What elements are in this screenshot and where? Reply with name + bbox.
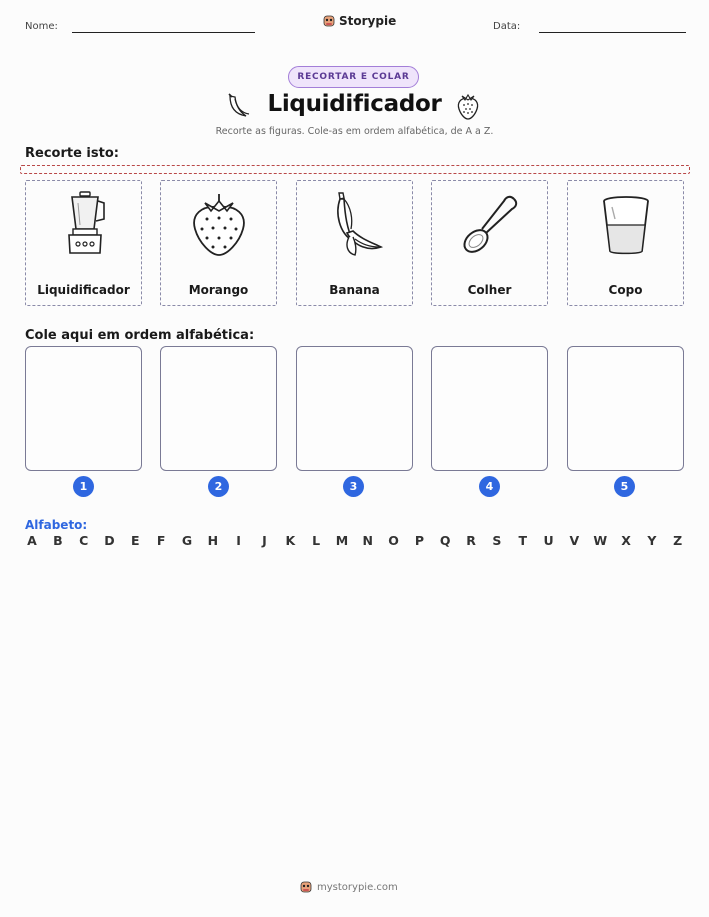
strawberry-icon: [189, 189, 249, 259]
paste-slot-5[interactable]: [567, 346, 684, 471]
card-label: Morango: [188, 283, 249, 297]
footer-link[interactable]: mystorypie.com: [317, 881, 398, 893]
storypie-mascot-icon: [323, 14, 335, 28]
slot-number: 2: [208, 476, 229, 497]
paste-slot-4[interactable]: [431, 346, 548, 471]
card-label: Colher: [467, 283, 512, 297]
alphabet-letter: Y: [647, 533, 657, 548]
alphabet-letter: H: [207, 533, 219, 548]
date-label: Data:: [493, 21, 521, 32]
spoon-icon: [460, 189, 520, 259]
paste-heading: Cole aqui em ordem alfabética:: [25, 328, 255, 343]
cut-line: [20, 165, 690, 174]
alphabet-letter: M: [335, 533, 349, 548]
cut-card-copo[interactable]: [567, 180, 684, 306]
page-title: Liquidificador: [267, 91, 442, 117]
alphabet-letter: X: [621, 533, 631, 548]
slot-number: 5: [614, 476, 635, 497]
brand-logo: [323, 14, 396, 28]
cut-card-banana[interactable]: [296, 180, 413, 306]
storypie-mascot-icon: [300, 880, 312, 894]
alphabet-heading: Alfabeto:: [25, 518, 88, 532]
activity-badge: RECORTAR E COLAR: [288, 66, 419, 88]
cut-heading: Recorte isto:: [25, 146, 119, 161]
cut-card-liquidificador[interactable]: [25, 180, 142, 306]
alphabet-letter: K: [285, 533, 296, 548]
alphabet-row: [25, 533, 685, 548]
slot-number: 1: [73, 476, 94, 497]
footer: [300, 880, 398, 894]
brand-name: Storypie: [339, 14, 397, 28]
card-label: Banana: [329, 283, 380, 297]
alphabet-letter: G: [181, 533, 193, 548]
alphabet-letter: U: [543, 533, 554, 548]
date-line[interactable]: [539, 32, 686, 33]
paste-slot-3[interactable]: [296, 346, 413, 471]
slot-number: 4: [479, 476, 500, 497]
glass-icon: [596, 189, 656, 259]
name-label: Nome:: [25, 21, 58, 32]
alphabet-letter: B: [53, 533, 63, 548]
alphabet-letter: Q: [439, 533, 451, 548]
alphabet-letter: O: [388, 533, 399, 548]
alphabet-letter: R: [466, 533, 476, 548]
strawberry-icon: [455, 91, 481, 121]
alphabet-letter: D: [104, 533, 115, 548]
cut-card-colher[interactable]: [431, 180, 548, 306]
alphabet-letter: L: [312, 533, 321, 548]
blender-icon: [54, 189, 114, 259]
card-label: Liquidificador: [37, 283, 130, 297]
alphabet-letter: V: [569, 533, 580, 548]
alphabet-letter: T: [518, 533, 527, 548]
paste-slot-1[interactable]: [25, 346, 142, 471]
alphabet-letter: A: [27, 533, 37, 548]
name-line[interactable]: [72, 32, 255, 33]
alphabet-letter: F: [156, 533, 166, 548]
alphabet-letter: C: [79, 533, 89, 548]
alphabet-letter: W: [593, 533, 608, 548]
alphabet-letter: N: [362, 533, 373, 548]
card-label: Copo: [608, 283, 643, 297]
alphabet-letter: E: [131, 533, 140, 548]
alphabet-letter: Z: [673, 533, 683, 548]
instructions: Recorte as figuras. Cole-as em ordem alfabética, de A a Z.: [215, 126, 494, 137]
slot-number: 3: [343, 476, 364, 497]
alphabet-letter: J: [262, 533, 267, 548]
alphabet-letter: S: [492, 533, 502, 548]
cut-card-morango[interactable]: [160, 180, 277, 306]
alphabet-letter: P: [414, 533, 424, 548]
alphabet-letter: I: [236, 533, 241, 548]
banana-icon: [325, 189, 385, 259]
paste-slot-2[interactable]: [160, 346, 277, 471]
